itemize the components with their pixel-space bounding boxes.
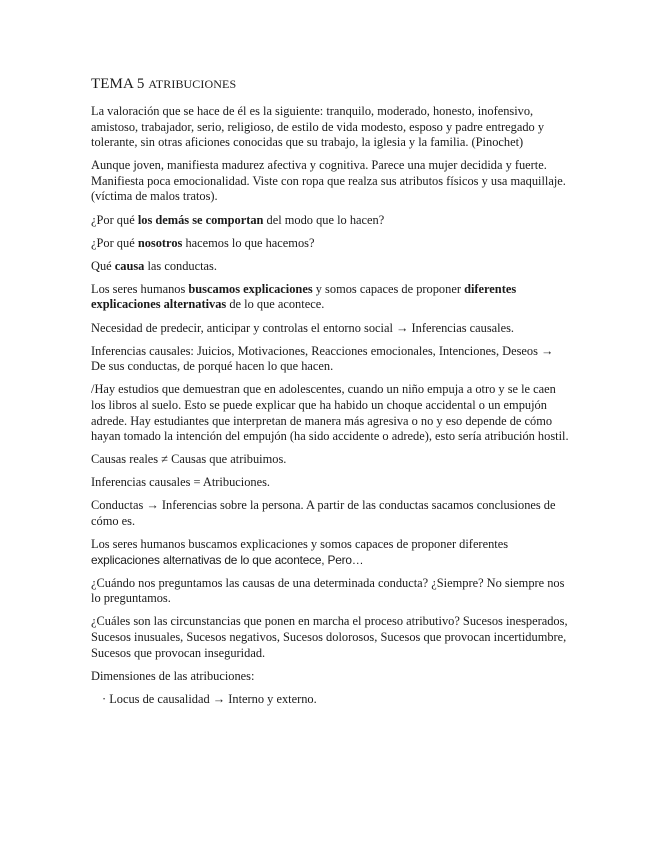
paragraph-2: Aunque joven, manifiesta madurez afectiva y cognitiva. Parece una mujer decidida y fuerte. Manifiesta poca emocionalidad. Viste con ropa que realza sus atributos físicos y usa maquillaje. (víctima de malos tratos).: [91, 158, 566, 204]
paragraph-4: [91, 236, 569, 252]
p5-bold: causa: [114, 258, 145, 273]
paragraph-13: [91, 537, 569, 568]
p6-bold-1: buscamos explicaciones: [188, 281, 313, 296]
p13-line-2: explicaciones alternativas de lo que acontece, Pero…: [91, 552, 364, 567]
paragraph-9: /Hay estudios que demuestran que en adolescentes, cuando un niño empuja a otro y se le caen los libros al suelo. Esto se puede explicar que ha habido un choque accidental o un empujón adrede. Hay estudiantes que interpretan de manera más agresiva o no y eso depende de cómo hayan tomado la intención del empujón (ha sido accidente o adrede), esto sería atribución hostil.: [91, 382, 569, 444]
p5-text-a: Qué: [91, 258, 115, 273]
title-prefix: TEMA 5: [91, 76, 149, 92]
paragraph-3: [91, 213, 569, 229]
bullet-item: · Locus de causalidad → Interno y externo.: [102, 691, 317, 706]
paragraph-6: [91, 282, 569, 313]
paragraph-5: [91, 259, 569, 275]
p6-bold-2: diferentes explicaciones alternativas: [91, 281, 517, 312]
p5-text-c: las conductas.: [144, 258, 217, 273]
p6-text-e: de lo que acontece.: [226, 297, 325, 312]
paragraph-7: Necesidad de predecir, anticipar y controlas el entorno social → Inferencias causales.: [91, 320, 515, 335]
paragraph-16: Dimensiones de las atribuciones:: [91, 668, 255, 683]
p3-text-a: ¿Por qué: [91, 212, 138, 227]
paragraph-14: ¿Cuándo nos preguntamos las causas de una determinada conducta? ¿Siempre? No siempre nos lo preguntamos.: [91, 575, 565, 606]
p3-text-c: del modo que lo hacen?: [263, 212, 385, 227]
document-title: [91, 76, 569, 93]
paragraph-15: ¿Cuáles son las circunstancias que ponen en marcha el proceso atributivo? Sucesos inesperados, Sucesos inusuales, Sucesos negativos, Sucesos dolorosos, Sucesos que provocan incertidumbre, Sucesos que provocan inseguridad.: [91, 614, 568, 660]
paragraph-11: Inferencias causales = Atribuciones.: [91, 475, 271, 490]
p6-text-a: Los seres humanos: [91, 281, 189, 296]
p4-text-a: ¿Por qué: [91, 235, 138, 250]
p3-bold: los demás se comportan: [137, 212, 264, 227]
paragraph-10: Causas reales ≠ Causas que atribuimos.: [91, 452, 287, 467]
p4-text-c: hacemos lo que hacemos?: [182, 235, 315, 250]
p4-bold: nosotros: [137, 235, 183, 250]
document-page: [91, 76, 569, 715]
paragraph-8: Inferencias causales: Juicios, Motivaciones, Reacciones emocionales, Intenciones, Deseos → De sus conductas, de porqué hacen lo que hacen.: [91, 343, 554, 374]
p6-text-c: y somos capaces de proponer: [312, 281, 465, 296]
paragraph-1: La valoración que se hace de él es la siguiente: tranquilo, moderado, honesto, inofensivo, amistoso, trabajador, serio, religioso, de estilo de vida modesto, esposo y padre entregado y tolerante, sin otras aficiones conocidas que su trabajo, la iglesia y la familia. (Pinochet): [91, 104, 545, 150]
paragraph-12: Conductas → Inferencias sobre la persona. A partir de las conductas sacamos conclusiones de cómo es.: [91, 498, 556, 528]
title-word: ATRIBUCIONES: [148, 77, 237, 91]
p13-line-1: Los seres humanos buscamos explicaciones y somos capaces de proponer diferentes: [91, 537, 509, 552]
